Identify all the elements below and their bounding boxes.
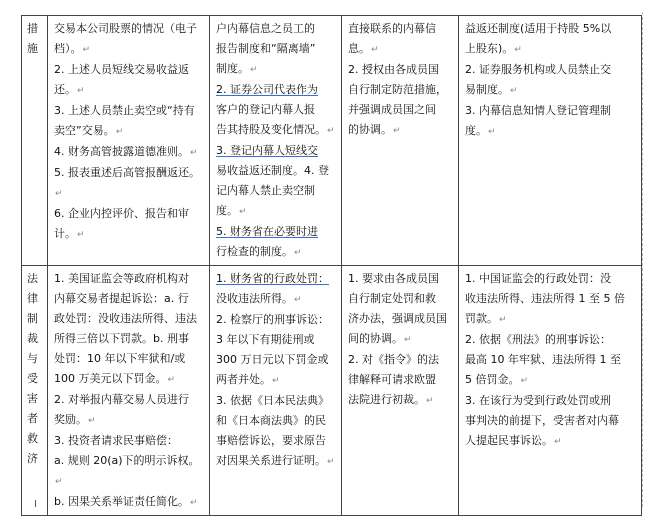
cell-line: 内幕交易者提起诉讼：a. 行	[54, 292, 189, 305]
row-header-char: 济	[27, 452, 38, 465]
cell-line: 直接联系的内幕信息。↵	[348, 22, 436, 55]
cell-line: a. 规则 20(a)下的明示诉权。↵	[54, 454, 200, 487]
table-row-sanctions	[22, 266, 642, 516]
paragraph-mark-icon: ↵	[294, 248, 302, 258]
cell-line: 法院进行初裁。↵	[348, 393, 434, 406]
cell-line: 律解释可请求欧盟	[348, 373, 436, 386]
cell-line: 档）。↵	[54, 42, 91, 55]
paragraph-mark-icon: ↵	[488, 127, 496, 137]
paragraph-mark-icon: ↵	[167, 375, 176, 385]
row-header-char: 制	[27, 312, 38, 325]
cell-line: 报告制度和“隔离墙”	[216, 42, 316, 55]
paragraph-mark-icon: ↵	[55, 189, 63, 199]
cell-line: 处罚：10 年以下牢狱和/或	[54, 352, 186, 365]
cell-line: 事判决的前提下，受害者对内幕	[465, 414, 619, 427]
cell-line: 6. 企业内控评价、报告和审	[54, 207, 189, 220]
cell-japan-sanctions	[210, 266, 342, 516]
cell-line: 2. 证券公司代表作为	[216, 83, 318, 96]
cell-line: 自行制定处罚和救	[348, 292, 436, 305]
cell-line: 对因果关系进行证明。↵	[216, 454, 335, 467]
cell-line: 1. 美国证监会等政府机构对	[54, 272, 189, 285]
cell-line: 罚款。↵	[465, 312, 507, 325]
cell-line: 交易本公司股票的情况（电子	[54, 22, 197, 35]
row-header-sanctions	[22, 266, 48, 516]
cell-eu-measures	[342, 16, 459, 266]
paragraph-mark-icon: ↵	[190, 148, 198, 158]
comparison-table	[21, 15, 642, 516]
row-header-char: 法	[27, 272, 38, 285]
paragraph-mark-icon: ↵	[77, 230, 85, 240]
cell-line: b. 因果关系举证责任简化。↵	[54, 495, 198, 508]
cell-line: 3. 内幕信息知情人登记管理制	[465, 104, 611, 117]
cell-line: 3. 在该行为受到行政处罚或刑	[465, 394, 611, 407]
cell-japan-measures	[210, 16, 342, 266]
cursor-caret	[35, 500, 36, 507]
cell-line: 1. 要求由各成员国	[348, 272, 439, 285]
cell-line: 两者并处。↵	[216, 373, 280, 386]
cell-china-sanctions	[459, 266, 642, 516]
paragraph-mark-icon: ↵	[327, 126, 335, 136]
cell-line: 2. 上述人员短线交易收益返	[54, 63, 189, 76]
cell-line: 人提起民事诉讼。↵	[465, 434, 562, 447]
paragraph-mark-icon: ↵	[327, 457, 335, 467]
cell-line: 还。↵	[54, 83, 85, 96]
cell-line: 2. 授权由各成员国	[348, 63, 439, 76]
paragraph-mark-icon: ↵	[82, 45, 91, 55]
paragraph-mark-icon: ↵	[88, 416, 96, 426]
cell-line: 3 年以下有期徒刑或	[216, 333, 315, 346]
right-margin-guide	[642, 12, 647, 507]
cell-line: 和《日本商法典》的民	[216, 414, 326, 427]
paragraph-mark-icon: ↵	[250, 65, 258, 75]
cell-line: 自行制定防范措施，	[348, 83, 447, 96]
cell-line: 没收违法所得。↵	[216, 292, 302, 305]
paragraph-mark-icon: ↵	[393, 126, 401, 136]
cell-line: 2. 对《指令》的法	[348, 353, 439, 366]
paragraph-mark-icon: ↵	[554, 437, 562, 447]
paragraph-mark-icon: ↵	[514, 45, 522, 55]
cell-line: 5. 财务省在必要时进	[216, 225, 318, 238]
cell-line: 间的协调。↵	[348, 332, 412, 345]
cell-line: 4. 财务高管披露道德准则。↵	[54, 145, 198, 158]
paragraph-mark-icon: ↵	[115, 127, 124, 137]
paragraph-mark-icon: ↵	[272, 376, 280, 386]
paragraph-mark-icon: ↵	[77, 86, 85, 96]
cell-line: 所得三倍以下罚款。b. 刑事	[54, 332, 189, 345]
cell-line: 3. 登记内幕人短线交	[216, 144, 318, 157]
row-header-measures	[22, 16, 48, 266]
cell-line: 制度。↵	[216, 62, 258, 75]
cell-line: 2. 依据《刑法》的刑事诉讼：	[465, 333, 611, 346]
cell-line: 行检查的制度。↵	[216, 245, 302, 258]
cell-line: 2. 对举报内幕交易人员进行	[54, 393, 189, 406]
paragraph-mark-icon: ↵	[294, 295, 302, 305]
cell-line: 户内幕信息之员工的	[216, 22, 315, 35]
row-header-char: 措	[27, 22, 38, 35]
cell-line: 2. 检察厅的刑事诉讼：	[216, 313, 329, 326]
paragraph-mark-icon: ↵	[520, 376, 529, 386]
cell-line: 客户的登记内幕人报	[216, 103, 315, 116]
row-header-char: 受	[27, 372, 38, 385]
cell-line: 2. 证券服务机构或人员禁止交	[465, 63, 611, 76]
paragraph-mark-icon: ↵	[404, 335, 412, 345]
row-header-char: 裁	[27, 332, 38, 345]
cell-line: 300 万日元以下罚金或	[216, 353, 329, 366]
cell-line: 1. 中国证监会的行政处罚：没	[465, 272, 611, 285]
paragraph-mark-icon: ↵	[371, 45, 379, 55]
cell-line: 5 倍罚金。↵	[465, 373, 529, 386]
row-header-char: 施	[27, 42, 38, 55]
cell-line: 事赔偿诉讼，要求原告	[216, 434, 326, 447]
cell-line: 最高 10 年牢狱、违法所得 1 至	[465, 353, 621, 366]
cell-line: 济办法，强调成员国	[348, 312, 447, 325]
cell-line: 100 万美元以下罚金。↵	[54, 372, 176, 385]
cell-line: 的协调。↵	[348, 123, 401, 136]
cell-usa-sanctions	[48, 266, 210, 516]
cell-line: 5. 报表重述后高管报酬返还。↵	[54, 166, 200, 199]
cell-line: 易制度。↵	[465, 83, 518, 96]
paragraph-mark-icon: ↵	[510, 86, 518, 96]
cell-usa-measures	[48, 16, 210, 266]
paragraph-mark-icon: ↵	[499, 315, 507, 325]
cell-line: 3. 依据《日本民法典》	[216, 394, 329, 407]
cell-line: 1. 财务省的行政处罚：	[216, 272, 329, 285]
cell-line: 度。↵	[216, 204, 247, 217]
cell-line: 3. 投资者请求民事赔偿：	[54, 434, 178, 447]
cell-line: 易收益返还制度。4. 登	[216, 164, 329, 177]
cell-line: 3. 上述人员禁止卖空或“持有	[54, 104, 195, 117]
cell-line: 并强调成员国之间	[348, 103, 436, 116]
cell-line: 政处罚：没收违法所得、违法	[54, 312, 197, 325]
row-header-char: 害	[27, 392, 38, 405]
cell-line: 度。↵	[465, 124, 496, 137]
cell-line: 收违法所得、违法所得 1 至 5 倍	[465, 292, 625, 305]
cell-line: 奖励。↵	[54, 413, 96, 426]
cell-line: 告其持股及变化情况。↵	[216, 123, 335, 136]
cell-line: 记内幕人禁止卖空制	[216, 184, 315, 197]
row-header-char: 律	[27, 292, 38, 305]
cell-line: 益返还制度(适用于持股 5%以	[465, 22, 612, 35]
cell-line: 计。↵	[54, 227, 85, 240]
cell-china-measures	[459, 16, 642, 266]
row-header-char: 者	[27, 412, 38, 425]
row-header-char: 与	[27, 352, 38, 365]
cell-eu-sanctions	[342, 266, 459, 516]
paragraph-mark-icon: ↵	[239, 207, 247, 217]
table-row-measures	[22, 16, 642, 266]
paragraph-mark-icon: ↵	[189, 498, 198, 508]
cell-line: 卖空”交易。↵	[54, 124, 124, 137]
paragraph-mark-icon: ↵	[55, 477, 63, 487]
paragraph-mark-icon: ↵	[426, 396, 434, 406]
cell-line: 上股东)。↵	[465, 42, 522, 55]
row-header-char: 救	[27, 432, 38, 445]
